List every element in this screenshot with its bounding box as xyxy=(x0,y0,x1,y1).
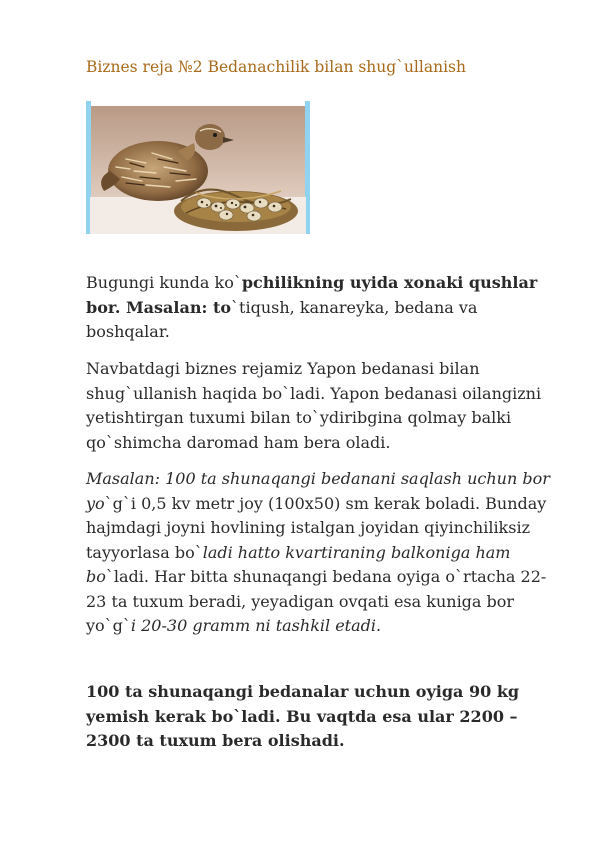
paragraph-3-part-b: `g`i 0,5 kv metr joy (100x50) sm kerak boladi. Bunday hajmdagi joyni hovlining istalgan joyidan qiyinchiliksiz tayyorlasa bo` xyxy=(86,493,547,562)
paragraph-3-italic-e: i 20-30 gramm ni tashkil etadi. xyxy=(130,616,382,635)
paragraph-3 xyxy=(86,467,556,639)
paragraph-3-part-d: `ladi. Har bitta shunaqangi bedana oyiga o`rtacha 22-23 ta tuxum beradi, yeyadigan ovqati esa kuniga bor yo`g` xyxy=(86,567,547,635)
article-title: Biznes reja №2 Bedanachilik bilan shug`ullanish xyxy=(86,58,466,76)
paragraph-1-part-a: Bugungi kunda ko` xyxy=(86,273,242,292)
quail-photo xyxy=(86,101,310,234)
paragraph-3-italic-c: ladi hatto kvartiraning balkoniga ham bo xyxy=(86,542,511,586)
quail-illustration xyxy=(86,101,310,234)
paragraph-3-italic-a: Masalan: 100 ta shunaqangi bedanani saqlash uchun bor yo xyxy=(86,469,550,513)
paragraph-1-part-c: `tiqush, kanareyka, bedana va boshqalar. xyxy=(86,297,478,341)
paragraph-1 xyxy=(86,271,556,345)
paragraph-4: 100 ta shunaqangi bedanalar uchun oyiga 90 kg yemish kerak bo`ladi. Bu vaqtda esa ular 2200 – 2300 ta tuxum bera olishadi. xyxy=(86,682,520,750)
paragraph-1-bold: pchilikning uyida xonaki qushlar bor. Masalan: to xyxy=(86,273,538,317)
paragraph-2: Navbatdagi biznes rejamiz Yapon bedanasi bilan shug`ullanish haqida bo`ladi. Yapon bedanasi oilangizni yetishtirgan tuxumi bilan to`ydiribgina qolmay balki qo`shimcha daromad ham bera oladi. xyxy=(86,359,542,452)
